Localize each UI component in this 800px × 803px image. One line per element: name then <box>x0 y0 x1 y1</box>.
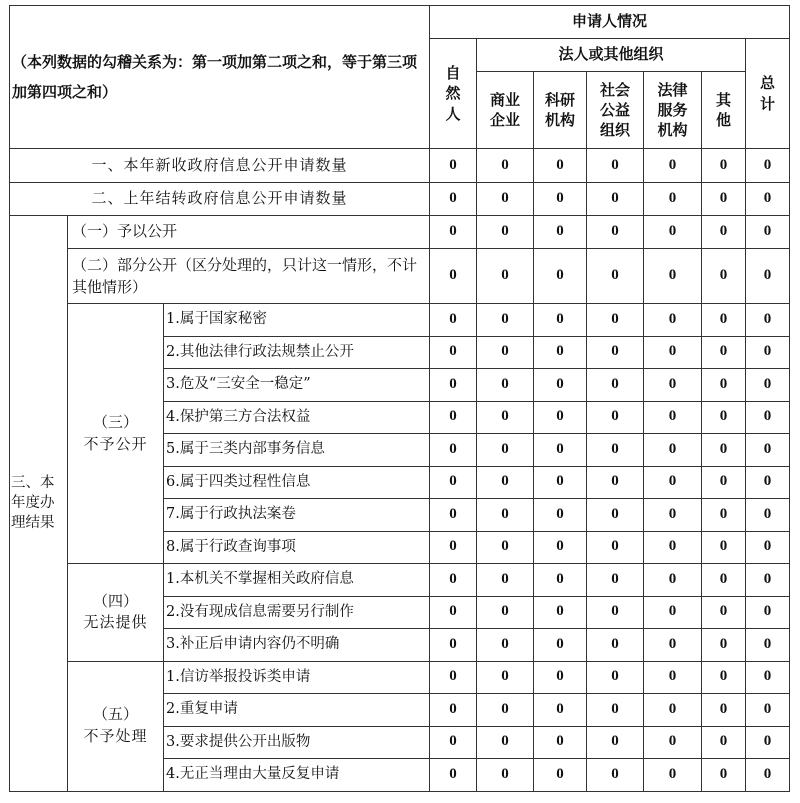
value-cell: 0 <box>534 661 587 694</box>
value-cell: 0 <box>477 564 534 597</box>
value-cell: 0 <box>534 726 587 759</box>
value-cell: 0 <box>587 183 644 216</box>
value-cell: 0 <box>477 369 534 402</box>
value-cell: 0 <box>746 369 790 402</box>
value-cell: 0 <box>702 216 746 249</box>
value-cell: 0 <box>702 629 746 662</box>
row-label: 2.没有现成信息需要另行制作 <box>164 596 430 629</box>
value-cell: 0 <box>702 694 746 727</box>
value-cell: 0 <box>430 531 477 564</box>
value-cell: 0 <box>587 629 644 662</box>
value-cell: 0 <box>477 216 534 249</box>
value-cell: 0 <box>534 336 587 369</box>
value-cell: 0 <box>702 499 746 532</box>
total-header: 总计 <box>746 39 790 149</box>
value-cell: 0 <box>430 466 477 499</box>
value-cell: 0 <box>746 564 790 597</box>
table-row <box>10 149 790 183</box>
value-cell: 0 <box>534 759 587 792</box>
table-row <box>10 661 790 694</box>
value-cell: 0 <box>430 694 477 727</box>
value-cell: 0 <box>534 694 587 727</box>
value-cell: 0 <box>534 369 587 402</box>
value-cell: 0 <box>702 401 746 434</box>
value-cell: 0 <box>644 531 702 564</box>
value-cell: 0 <box>644 183 702 216</box>
value-cell: 0 <box>587 434 644 467</box>
value-cell: 0 <box>746 661 790 694</box>
value-cell: 0 <box>644 466 702 499</box>
value-cell: 0 <box>702 596 746 629</box>
value-cell: 0 <box>644 694 702 727</box>
value-cell: 0 <box>644 596 702 629</box>
value-cell: 0 <box>644 401 702 434</box>
value-cell: 0 <box>534 499 587 532</box>
row-label: 5.属于三类内部事务信息 <box>164 434 430 467</box>
value-cell: 0 <box>702 564 746 597</box>
subcol-business: 商业企业 <box>477 72 534 149</box>
value-cell: 0 <box>534 531 587 564</box>
row-label: （二）部分公开（区分处理的，只计这一情形，不计其他情形） <box>68 249 430 304</box>
value-cell: 0 <box>430 434 477 467</box>
value-cell: 0 <box>644 726 702 759</box>
value-cell: 0 <box>477 183 534 216</box>
value-cell: 0 <box>587 401 644 434</box>
value-cell: 0 <box>477 726 534 759</box>
value-cell: 0 <box>644 149 702 183</box>
row-label: 3.危及“三安全一稳定” <box>164 369 430 402</box>
value-cell: 0 <box>534 149 587 183</box>
value-cell: 0 <box>587 661 644 694</box>
value-cell: 0 <box>430 336 477 369</box>
row-label: 6.属于四类过程性信息 <box>164 466 430 499</box>
value-cell: 0 <box>587 531 644 564</box>
value-cell: 0 <box>477 596 534 629</box>
value-cell: 0 <box>477 499 534 532</box>
applicant-group-header: 申请人情况 <box>430 6 790 39</box>
value-cell: 0 <box>430 629 477 662</box>
row-label: 一、本年新收政府信息公开申请数量 <box>10 149 430 183</box>
value-cell: 0 <box>430 499 477 532</box>
value-cell: 0 <box>702 434 746 467</box>
value-cell: 0 <box>430 401 477 434</box>
value-cell: 0 <box>644 216 702 249</box>
row-label: 2.重复申请 <box>164 694 430 727</box>
value-cell: 0 <box>534 564 587 597</box>
table-row <box>10 249 790 304</box>
value-cell: 0 <box>430 216 477 249</box>
value-cell: 0 <box>644 499 702 532</box>
value-cell: 0 <box>746 434 790 467</box>
row-label: 4.无正当理由大量反复申请 <box>164 759 430 792</box>
value-cell: 0 <box>430 596 477 629</box>
group-label-text: 无法提供 <box>83 613 148 632</box>
value-cell: 0 <box>430 183 477 216</box>
row-label: 1.信访举报投诉类申请 <box>164 661 430 694</box>
value-cell: 0 <box>534 249 587 304</box>
value-cell: 0 <box>702 466 746 499</box>
value-cell: 0 <box>534 183 587 216</box>
row-label: 1.本机关不掌握相关政府信息 <box>164 564 430 597</box>
value-cell: 0 <box>746 183 790 216</box>
row-label: 3.要求提供公开出版物 <box>164 726 430 759</box>
value-cell: 0 <box>430 304 477 337</box>
value-cell: 0 <box>702 531 746 564</box>
value-cell: 0 <box>746 596 790 629</box>
row-label: 7.属于行政执法案卷 <box>164 499 430 532</box>
value-cell: 0 <box>702 304 746 337</box>
value-cell: 0 <box>477 694 534 727</box>
value-cell: 0 <box>534 401 587 434</box>
value-cell: 0 <box>430 759 477 792</box>
value-cell: 0 <box>644 369 702 402</box>
value-cell: 0 <box>477 759 534 792</box>
value-cell: 0 <box>477 531 534 564</box>
subcol-other: 其他 <box>702 72 746 149</box>
value-cell: 0 <box>702 336 746 369</box>
legal-group-header: 法人或其他组织 <box>477 39 746 72</box>
value-cell: 0 <box>746 694 790 727</box>
value-cell: 0 <box>587 249 644 304</box>
value-cell: 0 <box>477 149 534 183</box>
gov-info-disclosure-table <box>9 5 790 792</box>
value-cell: 0 <box>587 336 644 369</box>
value-cell: 0 <box>644 661 702 694</box>
value-cell: 0 <box>477 401 534 434</box>
value-cell: 0 <box>644 304 702 337</box>
table-row <box>10 304 790 337</box>
value-cell: 0 <box>477 629 534 662</box>
value-cell: 0 <box>477 249 534 304</box>
value-cell: 0 <box>746 401 790 434</box>
value-cell: 0 <box>746 149 790 183</box>
section-3-label: 三、本年度办理结果 <box>10 216 68 792</box>
value-cell: 0 <box>702 661 746 694</box>
value-cell: 0 <box>587 499 644 532</box>
value-cell: 0 <box>430 726 477 759</box>
value-cell: 0 <box>746 629 790 662</box>
value-cell: 0 <box>587 466 644 499</box>
value-cell: 0 <box>702 759 746 792</box>
value-cell: 0 <box>746 304 790 337</box>
value-cell: 0 <box>477 304 534 337</box>
value-cell: 0 <box>534 596 587 629</box>
value-cell: 0 <box>430 249 477 304</box>
natural-person-header: 自然人 <box>430 39 477 149</box>
row-label: （一）予以公开 <box>68 216 430 249</box>
value-cell: 0 <box>477 434 534 467</box>
value-cell: 0 <box>746 531 790 564</box>
group-5-label <box>68 661 164 791</box>
value-cell: 0 <box>746 466 790 499</box>
value-cell: 0 <box>587 304 644 337</box>
value-cell: 0 <box>587 694 644 727</box>
value-cell: 0 <box>702 726 746 759</box>
value-cell: 0 <box>702 149 746 183</box>
value-cell: 0 <box>534 629 587 662</box>
value-cell: 0 <box>644 629 702 662</box>
value-cell: 0 <box>702 249 746 304</box>
row-label: 2.其他法律行政法规禁止公开 <box>164 336 430 369</box>
group-3-label <box>68 304 164 564</box>
table-row <box>10 564 790 597</box>
value-cell: 0 <box>644 434 702 467</box>
value-cell: 0 <box>746 726 790 759</box>
value-cell: 0 <box>746 499 790 532</box>
value-cell: 0 <box>534 216 587 249</box>
value-cell: 0 <box>477 466 534 499</box>
subcol-public-welfare: 社会公益组织 <box>587 72 644 149</box>
value-cell: 0 <box>746 249 790 304</box>
value-cell: 0 <box>587 726 644 759</box>
value-cell: 0 <box>746 216 790 249</box>
value-cell: 0 <box>587 216 644 249</box>
value-cell: 0 <box>746 759 790 792</box>
subcol-research: 科研机构 <box>534 72 587 149</box>
group-4-label <box>68 564 164 662</box>
value-cell: 0 <box>430 564 477 597</box>
row-label: 二、上年结转政府信息公开申请数量 <box>10 183 430 216</box>
value-cell: 0 <box>587 596 644 629</box>
value-cell: 0 <box>644 759 702 792</box>
row-label: 3.补正后申请内容仍不明确 <box>164 629 430 662</box>
value-cell: 0 <box>702 369 746 402</box>
value-cell: 0 <box>477 336 534 369</box>
value-cell: 0 <box>477 661 534 694</box>
value-cell: 0 <box>430 369 477 402</box>
value-cell: 0 <box>587 369 644 402</box>
subcol-legal-service: 法律服务机构 <box>644 72 702 149</box>
value-cell: 0 <box>430 149 477 183</box>
value-cell: 0 <box>644 336 702 369</box>
value-cell: 0 <box>644 249 702 304</box>
group-label-text: 不予公开 <box>83 434 148 453</box>
value-cell: 0 <box>644 564 702 597</box>
value-cell: 0 <box>587 564 644 597</box>
table-row <box>10 183 790 216</box>
value-cell: 0 <box>587 149 644 183</box>
row-label: 1.属于国家秘密 <box>164 304 430 337</box>
value-cell: 0 <box>746 336 790 369</box>
value-cell: 0 <box>587 759 644 792</box>
value-cell: 0 <box>534 434 587 467</box>
value-cell: 0 <box>430 661 477 694</box>
group-label-text: 不予处理 <box>83 727 148 745</box>
row-label: 8.属于行政查询事项 <box>164 531 430 564</box>
table-row <box>10 216 790 249</box>
group-label-number: （四） <box>92 591 138 610</box>
row-label: 4.保护第三方合法权益 <box>164 401 430 434</box>
group-label-number: （三） <box>92 412 138 431</box>
group-label-number: （五） <box>92 705 138 724</box>
value-cell: 0 <box>534 304 587 337</box>
column-note: （本列数据的勾稽关系为：第一项加第二项之和，等于第三项加第四项之和） <box>10 6 430 149</box>
value-cell: 0 <box>702 183 746 216</box>
value-cell: 0 <box>534 466 587 499</box>
